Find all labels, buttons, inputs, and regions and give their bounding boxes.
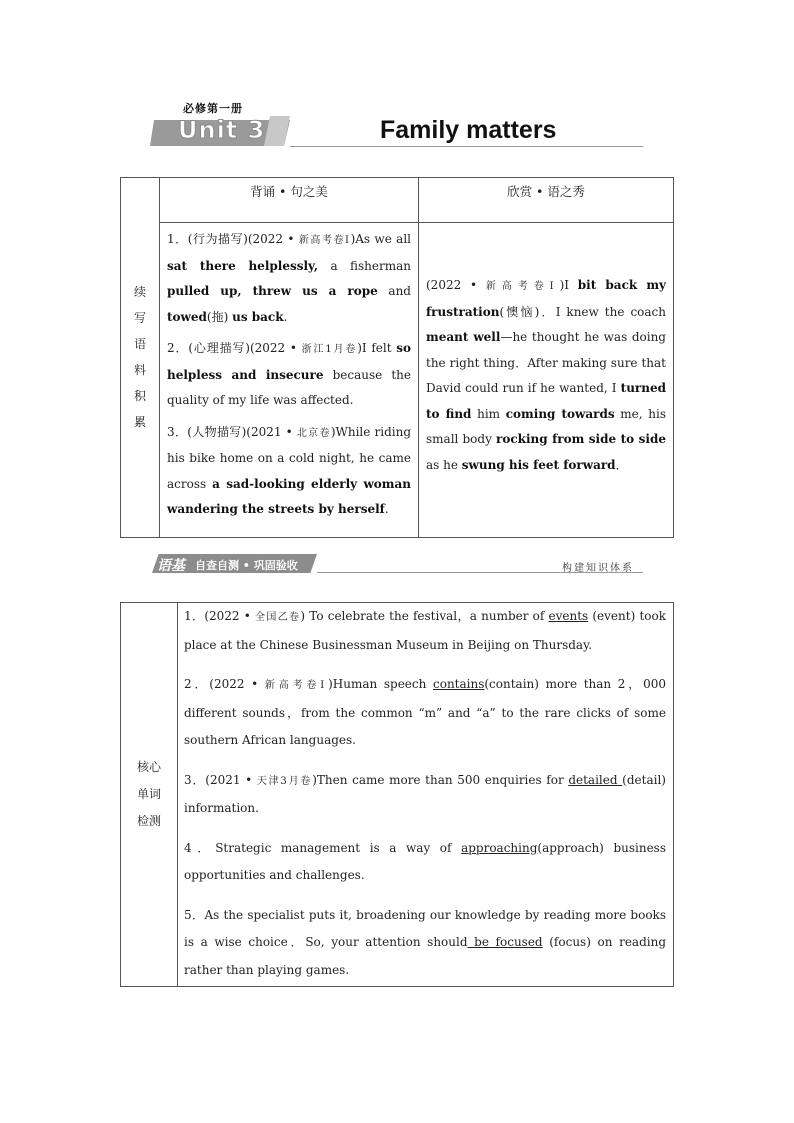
header-rule bbox=[290, 146, 643, 147]
section-right-label: 构建知识体系 bbox=[562, 563, 634, 574]
section-tag: 语基 bbox=[157, 558, 185, 574]
unit-number: Unit 3 bbox=[178, 116, 266, 144]
answer-blank: detailed bbox=[568, 772, 623, 787]
vocab-item-4: 4．Strategic management is a way of approaching(approach) business opportunities and challenges. bbox=[184, 840, 666, 882]
answer-blank: be focused bbox=[467, 935, 543, 949]
writing-corpus-table bbox=[120, 177, 674, 538]
answer-blank: events bbox=[548, 609, 589, 623]
section-subtitle: 自查自测 • 巩固验收 bbox=[195, 559, 298, 572]
recite-item-2: 2．(心理描写)(2022 • 浙江1月卷)I felt so helpless and insecure because the quality of my life was affected. bbox=[167, 341, 411, 407]
book-label: 必修第一册 bbox=[183, 102, 243, 115]
recite-sentences bbox=[160, 223, 419, 538]
vocab-item-2: 2．(2022 • 新高考卷Ⅰ)Human speech contains(contain) more than 2，000 different sounds，from the common “m” and “a” to the rare clicks of some southern African languages. bbox=[184, 677, 666, 747]
appreciate-passage: (2022 • 新高考卷Ⅰ)I bit back my frustration(懊恼)．I knew the coach meant well—he thought he was doing the right thing．After making sure that David could run if he wanted, I turned to find him coming towards me, his small body rocking from side to side as he swung his feet forward． bbox=[419, 223, 674, 538]
vocab-check-table bbox=[120, 602, 674, 987]
recite-item-1: 1．(行为描写)(2022 • 新高考卷Ⅰ)As we all sat there helplessly, a fisherman pulled up, threw us a rope and towed(拖) us back. bbox=[167, 232, 411, 324]
answer-blank: contains bbox=[433, 677, 485, 691]
vocab-items bbox=[178, 603, 674, 987]
writing-side-label: 续 写 语 料 积 累 bbox=[121, 178, 160, 538]
vocab-side-label: 核心 单词 检测 bbox=[121, 603, 178, 987]
col-header-appreciate: 欣赏 • 语之秀 bbox=[419, 178, 674, 223]
unit-title: Family matters bbox=[380, 116, 557, 144]
col-header-recite: 背诵 • 句之美 bbox=[160, 178, 419, 223]
vocab-item-1: 1．(2022 • 全国乙卷) To celebrate the festival，a number of events (event) took place at the Chinese Businessman Museum in Beijing on Thursday. bbox=[184, 609, 666, 652]
vocab-item-5: 5．As the specialist puts it, broadening our knowledge by reading more books is a wise choice．So, your attention should be focused (focus) on reading rather than playing games. bbox=[184, 907, 666, 977]
recite-item-3: 3．(人物描写)(2021 • 北京卷)While riding his bike home on a cold night, he came across a sad-looking elderly woman wandering the streets by herself. bbox=[167, 424, 412, 516]
vocab-item-3: 3．(2021 • 天津3月卷)Then came more than 500 enquiries for detailed (detail) information. bbox=[184, 772, 666, 815]
answer-blank: approaching bbox=[461, 840, 538, 855]
